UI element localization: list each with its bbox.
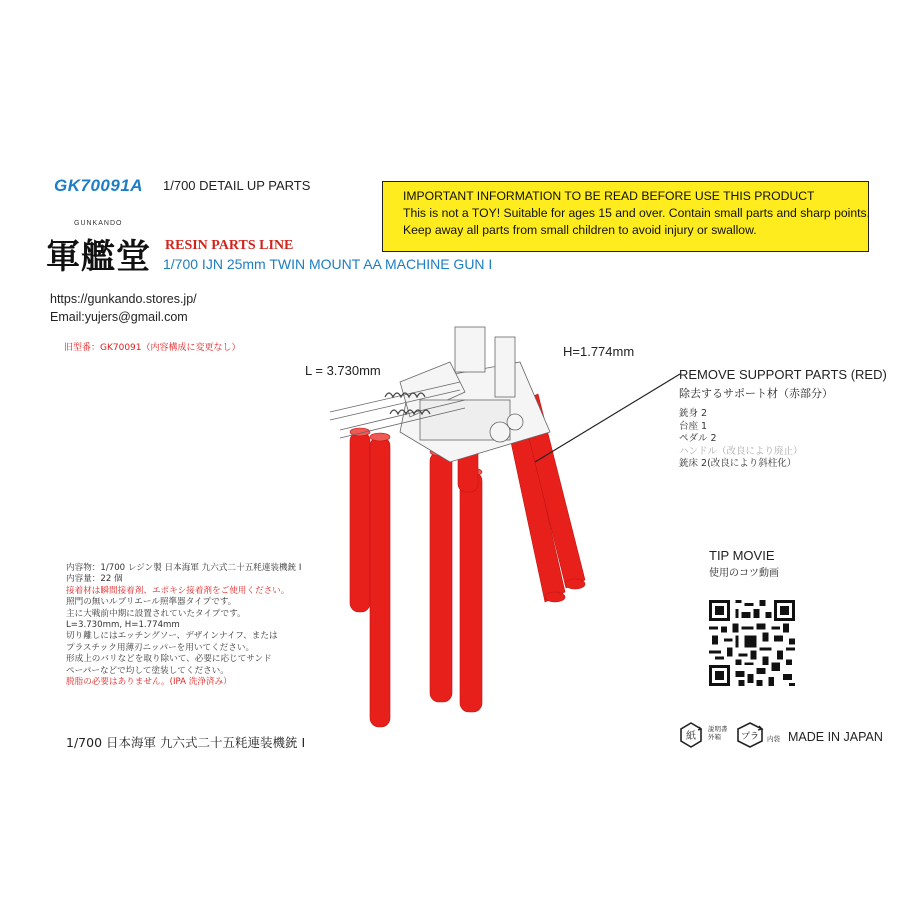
length-dimension: L = 3.730mm [305,363,381,378]
paper-recycle-glyph: 紙 [686,731,696,742]
warning-box [382,181,869,252]
contents-line: 内容物：1/700 レジン製 日本海軍 九六式二十五粍連装機銃 I [66,563,302,573]
contents-line: 脱脂の必要はありません。(IPA 洗浄済み） [66,677,232,688]
made-in-japan: MADE IN JAPAN [788,730,883,744]
contents-line: 接着材は瞬間接着剤、エポキシ接着剤をご使用ください。 [66,585,290,596]
product-name: 1/700 IJN 25mm TWIN MOUNT AA MACHINE GUN I [163,256,493,272]
plastic-recycle-glyph: プラ [740,732,760,742]
contents-line: 照門の無いルブリエール照準器タイプです。 [66,597,237,608]
tip-movie-title: TIP MOVIE [709,548,775,563]
warning-line-1: IMPORTANT INFORMATION TO BE READ BEFORE USE THIS PRODUCT [403,189,815,203]
contents-line: 内容量：22 個 [66,574,123,585]
contents-line: ペーパーなどで均して塗装してください。 [66,665,229,676]
contents-line: L=3.730mm, H=1.774mm [66,620,180,631]
contents-line: 主に大戦前中期に設置されていたタイプです。 [66,608,246,619]
contents-line: プラスチック用薄刃ニッパーを用いてください。 [66,642,255,653]
aa-gun-model-illustration [290,322,690,742]
store-url[interactable]: https://gunkando.stores.jp/ [50,292,197,306]
remove-support-title: REMOVE SUPPORT PARTS (RED) [679,367,887,382]
logo-subtitle: GUNKANDO [74,220,123,227]
qr-code[interactable] [709,600,795,686]
plastic-recycle-label: 内袋 [767,735,780,743]
height-dimension: H=1.774mm [563,344,635,359]
list-item: 台座 1 [679,420,708,432]
paper-recycle-label: 説明書 外箱 [708,725,728,741]
contents-notes [66,563,301,688]
list-item: ペダル 2 [679,433,717,444]
support-parts-list [679,408,803,471]
old-code-note: 旧型番：GK70091（内容構成に変更なし） [64,343,241,353]
plastic-recycle-icon [735,721,765,749]
callout-line [535,374,680,462]
remove-support-subtitle: 除去するサポート材（赤部分） [679,387,833,400]
list-item: ハンドル（改良により廃止） [679,445,803,457]
contents-line: 形成上のバリなどを取り除いて、必要に応じてサンド [66,654,272,665]
paper-recycle-icon [677,721,705,749]
brand-logo: 軍艦堂 [46,237,151,277]
detail-up-label: 1/700 DETAIL UP PARTS [163,178,311,193]
contents-line: 切り離しにはエッチングソー、デザインナイフ、または [66,631,278,642]
warning-line-3: Keep away all parts from small children to avoid injury or swallow. [403,223,757,237]
product-code: GK70091A [54,176,144,195]
resin-parts-line: RESIN PARTS LINE [165,238,294,253]
list-item: 銃床 2(改良により斜柱化） [679,458,797,469]
tip-movie-subtitle: 使用のコツ動画 [709,568,779,579]
contact-email[interactable]: Email:yujers@gmail.com [50,310,188,324]
footer-title: 1/700 日本海軍 九六式二十五粍連装機銃 I [66,735,306,750]
list-item: 銃身 2 [679,408,708,419]
warning-line-2: This is not a TOY! Suitable for ages 15 and over. Contain small parts and sharp points. [403,206,870,220]
